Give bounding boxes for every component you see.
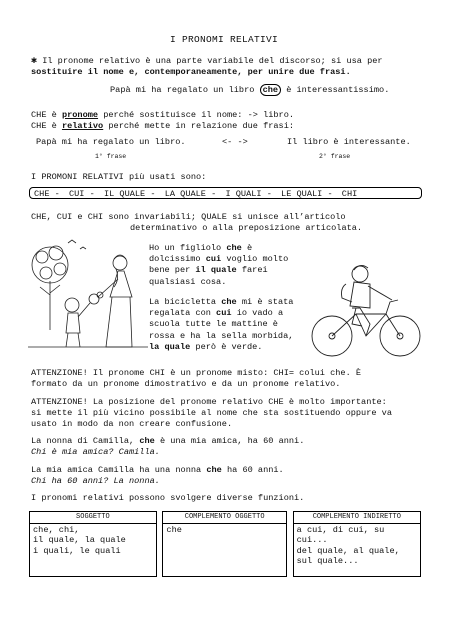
text: però è verde. [190,341,263,352]
cell-line: a cui, di cui, su [296,524,385,535]
split-right: Il libro è interessante. [287,137,411,147]
text: è una mia amica, ha 60 anni. [154,436,305,446]
term-pronome: pronome [61,110,99,120]
cell-complemento-oggetto [163,523,287,576]
header-soggetto: SOGGETTO [30,512,157,524]
relative-pronoun: che [139,436,155,446]
label-frase-1: 1° frase [95,153,127,160]
cell-line: sul quale... [296,555,359,566]
example-before: Papà mi ha regalato un libro [110,85,260,95]
text: CHE è [31,121,62,131]
cell-line: che [166,524,182,535]
intro-line-2: sostituire il nome e, contemporaneamente, per unire due frasi. [31,67,351,77]
header-complemento-indiretto: COMPLEMENTO INDIRETTO [293,512,420,524]
header-complemento-oggetto: COMPLEMENTO OGGETTO [163,512,287,524]
text: CHE è [31,110,62,120]
circled-che: che [260,84,281,96]
main-example [110,85,389,95]
page-title: I PRONOMI RELATIVI [170,34,279,45]
functions-table [29,511,421,577]
text: La mia amica Camilla ha una nonna [31,465,207,475]
example-1-question [31,447,160,457]
story-1 [149,243,288,288]
table-header-row [30,512,421,524]
relative-pronoun: che [226,243,242,253]
relative-pronoun: cui [205,254,222,265]
relative-pronoun: che [221,297,237,307]
story-2-line [149,308,293,319]
text: regalata con [149,308,217,319]
list-item: CUI - [68,189,95,199]
mother-child-illustration [28,235,148,355]
table-row [30,523,421,576]
story-1-line: qualsiasi cosa. [149,276,227,287]
list-item: CHI [341,189,358,199]
che-pronome-line [31,110,294,120]
used-label: I PROMONI RELATIVI più usati sono: [31,172,207,182]
pronoun-list-box [29,187,422,199]
list-item: LE QUALI - [281,189,333,199]
example-after: è interessantissimo. [281,85,390,95]
text: è [241,243,253,253]
text: dolcissimo [149,254,206,265]
list-item: I QUALI - [225,189,272,199]
asterisk-icon: ✱ [31,56,38,67]
list-item: IL QUALE - [103,189,156,199]
split-left: Papà mi ha regalato un libro. [36,137,186,147]
question-text: Chi ha 60 anni? La nonna. [31,476,160,486]
text: voglio molto [221,254,289,265]
relative-pronoun: cui [216,308,232,319]
text: ha 60 anni. [221,465,284,475]
che-relativo-line [31,121,294,131]
question-text: Chi è mia amica? Camilla. [31,447,160,457]
cell-line: il quale, la quale [33,535,126,546]
cell-line: i quali, le quali [33,545,121,556]
attention-1-line-1: ATTENZIONE! Il pronome CHI è un pronome misto: CHI= colui che. È [31,368,362,378]
invariable-line-1: CHE, CUI e CHI sono invariabili; QUALE si unisce all’articolo [31,212,346,222]
term-relativo: relativo [61,121,104,131]
story-1-line [149,254,288,265]
example-2 [31,465,284,475]
text: La bicicletta [149,297,222,307]
story-2 [149,297,293,353]
relative-pronoun: il quale [195,265,237,276]
text: mi è stata [236,297,294,307]
cell-line: cui... [296,535,328,546]
relative-pronoun: che [206,465,222,475]
text: perché sostituisce il nome: -> libro. [98,110,295,120]
story-1-line [149,265,288,276]
story-2-line: scuola tutte le mattine è [149,319,278,330]
list-item: CHE - [34,189,60,199]
story-2-line [149,342,293,353]
relative-pronoun: la quale [149,341,191,352]
attention-2-line-2: si mette il più vicino possibile al nome che sta sostituendo oppure va [31,408,392,418]
cell-line: che, chi, [33,524,80,535]
boy-bicycle-illustration [308,262,426,362]
story-2-line: rossa e ha la sella morbida, [149,330,294,341]
attention-2-line-1: ATTENZIONE! La posizione del pronome relativo CHE è molto importante: [31,397,387,407]
attention-2-line-3: usato in modo da non creare confusione. [31,419,233,429]
text: perché mette in relazione due frasi: [103,121,295,131]
text: farei [236,265,268,276]
intro-text: Il pronome relativo è una parte variabile del discorso; si usa per [42,56,383,66]
cell-soggetto [30,523,157,576]
text: bene per [149,265,196,276]
text: io vado a [231,308,284,319]
text: Ho un figliolo [149,243,227,253]
example-2-question [31,476,160,486]
cell-complemento-indiretto [293,523,420,576]
invariable-line-2: determinativo o alla preposizione articolata. [130,223,363,233]
list-item: LA QUALE - [164,189,217,199]
story-2-line [149,297,293,308]
split-arrow: <- -> [222,137,248,147]
functions-line: I pronomi relativi possono svolgere diverse funzioni. [31,493,305,503]
story-1-line [149,243,288,254]
cell-line: del quale, al quale, [296,545,400,556]
label-frase-2: 2° frase [319,153,351,160]
attention-1-line-2: formato da un pronome dimostrativo e da un pronome relativo. [31,379,341,389]
example-1 [31,436,304,446]
text: La nonna di Camilla, [31,436,140,446]
